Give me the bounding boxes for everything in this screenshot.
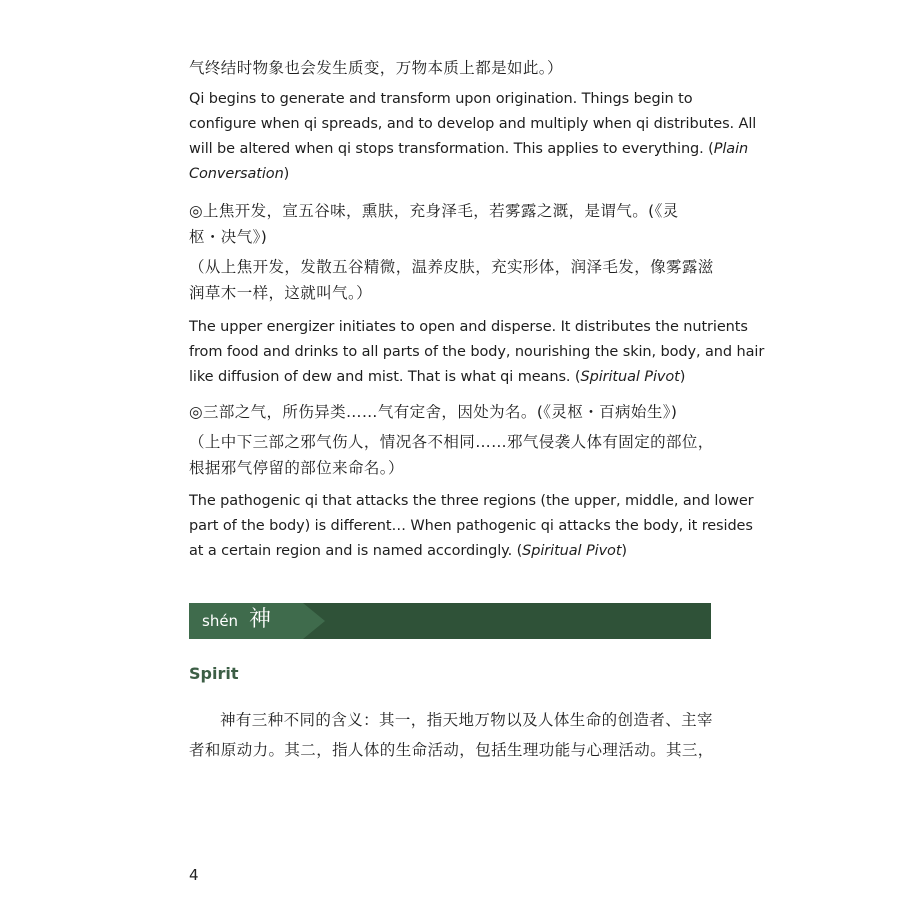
page-number: 4 (189, 866, 199, 884)
chinese-paragraph (189, 55, 729, 81)
entry-pinyin: shén (202, 612, 239, 630)
text-line: The pathogenic qi that attacks the three regions (the upper, middle, and lower (189, 493, 754, 509)
text-line: Qi begins to generate and transform upon origination. Things begin to (189, 91, 693, 107)
source-title: Spiritual Pivot (580, 369, 680, 385)
text-line: Conversation) (189, 166, 290, 182)
text-line: like diffusion of dew and mist. That is what qi means. (Spiritual Pivot) (189, 369, 686, 385)
source-title: Conversation (189, 166, 284, 182)
text-line: at a certain region and is named accordingly. (Spiritual Pivot) (189, 543, 627, 559)
text-line: （上中下三部之邪气伤人，情况各不相同……邪气侵袭人体有固定的部位， (189, 433, 714, 451)
text-line: ◎上焦开发，宣五谷味，熏肤，充身泽毛，若雾露之溉，是谓气。(《灵 (189, 202, 679, 220)
english-paragraph (189, 489, 754, 564)
text-line: 神有三种不同的含义：其一，指天地万物以及人体生命的创造者、主宰 (220, 711, 713, 729)
source-title: Spiritual Pivot (522, 543, 622, 559)
text-line: part of the body) is different… When pathogenic qi attacks the body, it resides (189, 518, 753, 534)
chinese-quotation (189, 399, 729, 481)
text-line: will be altered when qi stops transformation. This applies to everything. (Plain (189, 141, 749, 157)
entry-english-term: Spirit (189, 664, 239, 683)
entry-body (189, 707, 729, 763)
source-title: Plain (713, 141, 749, 157)
text-line: from food and drinks to all parts of the body, nourishing the skin, body, and hair (189, 344, 765, 360)
text-line: 气终结时物象也会发生质变，万物本质上都是如此。） (189, 59, 563, 77)
chinese-quotation (189, 198, 729, 306)
text-line: configure when qi spreads, and to develop and multiply when qi distributes. All (189, 116, 757, 132)
text-line: The upper energizer initiates to open and disperse. It distributes the nutrients (189, 319, 748, 335)
text-line: 根据邪气停留的部位来命名。） (189, 459, 404, 477)
text-line: （从上焦开发，发散五谷精微，温养皮肤，充实形体，润泽毛发，像雾露滋 (189, 258, 714, 276)
text-line: ◎三部之气，所伤异类……气有定舍，因处为名。(《灵枢・百病始生》) (189, 403, 678, 421)
text-line: 润草木一样，这就叫气。） (189, 284, 373, 302)
english-paragraph (189, 315, 765, 390)
entry-character: 神 (249, 607, 272, 632)
text-line: 枢・决气》) (189, 228, 268, 246)
english-paragraph (189, 87, 757, 187)
text-line: 者和原动力。其二，指人体的生命活动，包括生理功能与心理活动。其三， (189, 741, 714, 759)
entry-header-band (189, 603, 711, 639)
